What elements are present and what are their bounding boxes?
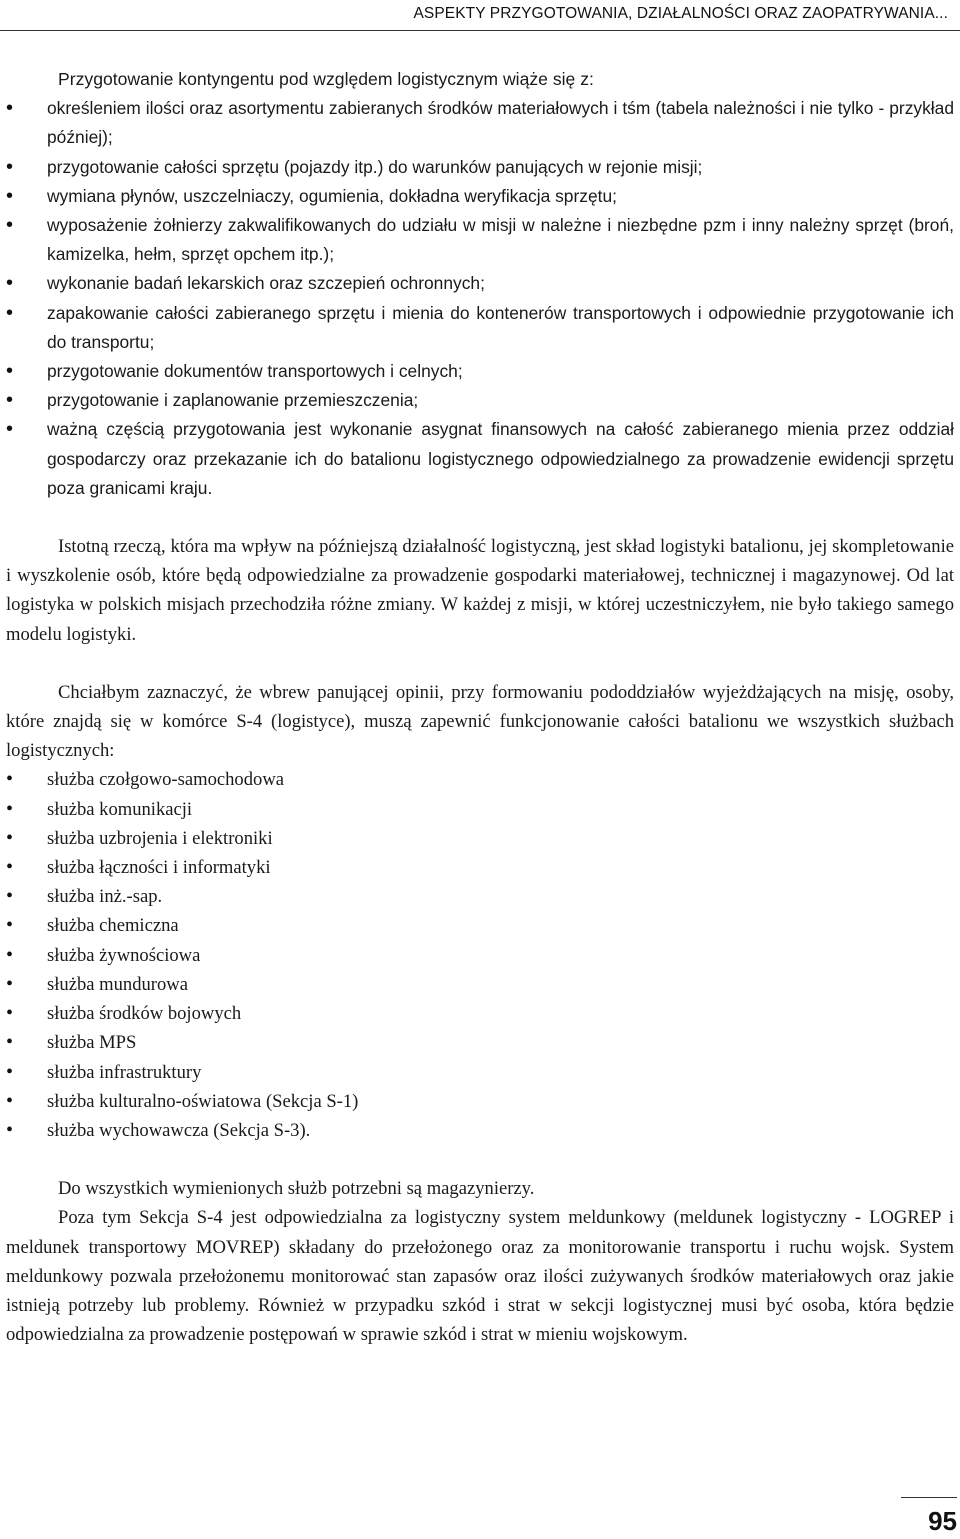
list-item: • wyposażenie żołnierzy zakwalifikowanych do udziału w misji w należne i niezbędne pzm i inny należny sprzęt (broń, kamizelka, hełm, sprzęt opchem itp.);: [6, 211, 954, 269]
list-item: • służba komunikacji: [6, 795, 954, 824]
spacer: [6, 503, 954, 532]
list-item: • przygotowanie całości sprzętu (pojazdy itp.) do warunków panujących w rejonie misji;: [6, 153, 954, 182]
list-item: • służba uzbrojenia i elektroniki: [6, 824, 954, 853]
paragraph-logistics-composition: Istotną rzeczą, która ma wpływ na późniejszą działalność logistyczną, jest skład logistyki batalionu, jej skompletowanie i wyszkolenie osób, które będą odpowiedzialne za prowadzenie gospodarki materiałowej, technicznej i magazynowej. Od lat logistyka w polskich misjach przechodziła różne zmiany. W każdej z misji, w której uczestniczyłem, nie było takiego samego modelu logistyki.: [6, 536, 954, 645]
list-item: • służba infrastruktury: [6, 1058, 954, 1087]
list-item: • służba inż.-sap.: [6, 882, 954, 911]
paragraph-warehouse-keepers: Do wszystkich wymienionych służb potrzebni są magazynierzy.: [58, 1178, 535, 1200]
list-item: • przygotowanie dokumentów transportowych i celnych;: [6, 357, 954, 386]
list-item: • służba mundurowa: [6, 970, 954, 999]
page-body: [6, 65, 954, 1349]
section3-intro: Chciałbym zaznaczyć, że wbrew panującej opinii, przy formowaniu pododdziałów wyjeżdżających na misję, osoby, które znajdą się w komórce S-4 (logistyce), muszą zapewnić funkcjonowanie całości batalionu we wszystkich służbach logistycznych:: [6, 681, 954, 762]
logistics-services-list: [6, 765, 954, 1145]
running-title: ASPEKTY PRZYGOTOWANIA, DZIAŁALNOŚCI ORAZ ZAOPATRYWANIA...: [413, 5, 948, 22]
paragraph-reporting-system: Poza tym Sekcja S-4 jest odpowiedzialna za logistyczny system meldunkowy (meldunek logistyczny - LOGREP i meldunek transportowy MOVREP) składany do przełożonego oraz za monitorowanie transportu i ruchu wojsk. System meldunkowy pozwala przełożonemu monitorować stan zapasów oraz ilości zużywanych środków materiałowych oraz jakie istnieją potrzeby lub problemy. Również w przypadku szkód i strat w sekcji logistycznej musi być osoba, która będzie odpowiedzialna za prowadzenie postępowań w sprawie szkód i strat w mieniu wojskowym.: [6, 1207, 954, 1346]
list-item: • ważną częścią przygotowania jest wykonanie asygnat finansowych na całość zabieranego mienia przez oddział gospodarczy oraz przekazanie ich do batalionu logistycznego odpowiedzialnego za prowadzenie ewidencji sprzętu poza granicami kraju.: [6, 415, 954, 503]
preparation-list: [6, 94, 954, 503]
list-item: • służba łączności i informatyki: [6, 853, 954, 882]
section1-intro: Przygotowanie kontyngentu pod względem logistycznym wiąże się z:: [58, 69, 594, 89]
list-item: • zapakowanie całości zabieranego sprzętu i mienia do kontenerów transportowych i odpowiednie przygotowanie ich do transportu;: [6, 299, 954, 357]
header-rule: [0, 30, 960, 31]
list-item: • służba MPS: [6, 1028, 954, 1057]
page-number: 95: [928, 1506, 957, 1536]
list-item: • określeniem ilości oraz asortymentu zabieranych środków materiałowych i tśm (tabela należności i nie tylko - przykład później);: [6, 94, 954, 152]
list-item: • przygotowanie i zaplanowanie przemieszczenia;: [6, 386, 954, 415]
page-footer: [901, 1497, 957, 1537]
list-item: • służba czołgowo-samochodowa: [6, 765, 954, 794]
running-header: [0, 0, 960, 38]
list-item: • służba wychowawcza (Sekcja S-3).: [6, 1116, 954, 1145]
list-item: • wymiana płynów, uszczelniaczy, ogumienia, dokładna weryfikacja sprzętu;: [6, 182, 954, 211]
list-item: • służba żywnościowa: [6, 941, 954, 970]
list-item: • wykonanie badań lekarskich oraz szczepień ochronnych;: [6, 269, 954, 298]
list-item: • służba chemiczna: [6, 911, 954, 940]
list-item: • służba środków bojowych: [6, 999, 954, 1028]
spacer: [6, 649, 954, 678]
list-item: • służba kulturalno-oświatowa (Sekcja S-1): [6, 1087, 954, 1116]
spacer: [6, 1145, 954, 1174]
footer-rule: [901, 1497, 957, 1498]
